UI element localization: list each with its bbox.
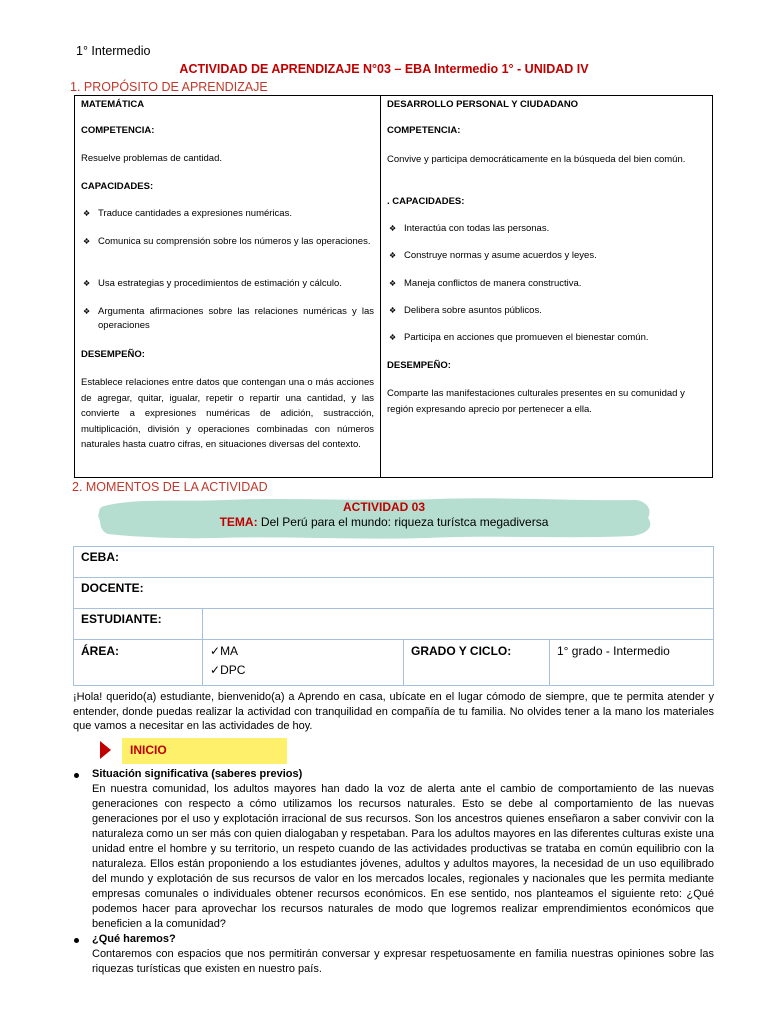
area-value-item: ✓MA <box>210 644 239 658</box>
tema-label: TEMA: <box>219 515 258 529</box>
desempeno-text: Comparte las manifestaciones culturales presentes en su comunidad y región expresando aprecio por pertenecer a ella. <box>387 388 685 415</box>
area-title: MATEMÁTICA <box>81 99 145 110</box>
area-values <box>203 640 404 686</box>
area-label: ÁREA: <box>74 640 203 686</box>
docente-label: DOCENTE: <box>74 578 714 609</box>
capacidad-item: ❖ Construye normas y asume acuerdos y leyes. <box>387 249 706 263</box>
activity-label: ACTIVIDAD 03 <box>342 500 425 514</box>
section-heading-moments: 2. MOMENTOS DE LA ACTIVIDAD <box>72 480 268 494</box>
purpose-column-dpc <box>381 96 712 477</box>
haremos-heading: ¿Qué haremos? <box>92 933 176 945</box>
desempeno-label: DESEMPEÑO: <box>81 349 145 360</box>
inicio-arrow-icon <box>100 741 111 759</box>
area-title: DESARROLLO PERSONAL Y CIUDADANO <box>387 99 579 110</box>
bullet-icon <box>74 938 79 943</box>
competencia-label: COMPETENCIA: <box>81 125 155 136</box>
tema-text: Del Perú para el mundo: riqueza turístca megadiversa <box>260 515 549 529</box>
grado-label: GRADO Y CICLO: <box>404 640 550 686</box>
capacidad-item: ❖ Participa en acciones que promueven el bienestar común. <box>387 331 706 345</box>
purpose-column-math <box>75 96 381 477</box>
estudiante-label: ESTUDIANTE: <box>74 609 203 640</box>
capacidad-item: ❖ Traduce cantidades a expresiones numéricas. <box>81 207 374 221</box>
student-info-table <box>73 546 714 686</box>
checkmark-icon: ✓ <box>210 644 221 658</box>
haremos-paragraph: Contaremos con espacios que nos permitirán conversar y expresar respetuosamente en familia nuestras opiniones sobre las riquezas turísticas que existen en nuestro país. <box>92 948 714 975</box>
estudiante-field <box>203 609 714 640</box>
section-heading-purpose: 1. PROPÓSITO DE APRENDIZAJE <box>70 80 268 94</box>
purpose-table <box>74 95 713 478</box>
situacion-paragraph: En nuestra comunidad, los adultos mayores han dado la voz de alerta ante el cambio de comportamiento de las nuevas generaciones con respecto a cómo utilizamos los recursos naturales. Esto se debe al comportamiento de las nuevas generaciones por el uso y explotación irracional de sus recursos. Son los ancestros quienes enseñaron a saber convivir con la naturaleza como un ser más con quien dialogaban y respetaban. Para los adultos mayores en las diferentes culturas existe una unidad entre el hombre y su territorio, un respeto cuando de las actividades productivas se trataba en común equilibrio con la naturaleza. Ellos están proponiendo a los estudiantes jóvenes, adultos y adultos mayores, la necesidad de un uso equilibrado del mundo y explotación de sus recursos de valor en los mercados locales, regionales y nacionales que les permita mediante empresas comunales o individuales obtener recursos económicos. En ese sentido, nos planteamos el siguiente reto: ¿Qué podemos hacer para aprovechar los recursos naturales de modo que logremos realizar emprendimientos económicos que beneficien a la comunidad? <box>92 783 714 930</box>
ceba-label: CEBA: <box>74 547 714 578</box>
grado-value: 1° grado - Intermedio <box>550 640 714 686</box>
inicio-label: INICIO <box>130 743 167 757</box>
competencia-label: COMPETENCIA: <box>387 125 461 136</box>
desempeno-text: Establece relaciones entre datos que contengan una o más acciones de agregar, quitar, igualar, repetir o repartir una cantidad, y las convierte a expresiones numéricas de adición, sustracción, multiplicación, división y operaciones combinadas con números naturales hasta cuatro cifras, en situaciones diversas del contexto. <box>81 377 374 450</box>
intro-paragraph: ¡Hola! querido(a) estudiante, bienvenido(a) a Aprendo en casa, ubícate en el lugar cómodo de siempre, que te permita atender y entender, donde puedas realizar la actividad con tranquilidad en compañía de tu familia. No olvides tener a la mano los materiales que vamos a necesitar en las actividades de hoy. <box>73 691 714 732</box>
capacidad-item: ❖ Argumenta afirmaciones sobre las relaciones numéricas y las operaciones <box>81 305 374 333</box>
capacidades-label: CAPACIDADES: <box>81 181 154 192</box>
competencia-text: Convive y participa democráticamente en la búsqueda del bien común. <box>387 154 686 165</box>
capacidad-item: ❖ Comunica su comprensión sobre los números y las operaciones. <box>81 235 374 249</box>
activity-theme <box>0 515 768 529</box>
desempeno-label: DESEMPEÑO: <box>387 360 451 371</box>
capacidades-label: . CAPACIDADES: <box>387 196 465 207</box>
area-value-item: ✓DPC <box>210 663 246 677</box>
situacion-heading: Situación significativa (saberes previos) <box>92 768 303 780</box>
capacidad-item: ❖ Interactúa con todas las personas. <box>387 222 706 236</box>
checkmark-icon: ✓ <box>210 663 221 677</box>
competencia-text: Resuelve problemas de cantidad. <box>81 153 223 164</box>
level-label: 1° Intermedio <box>76 44 151 58</box>
capacidad-item: ❖ Maneja conflictos de manera constructiva. <box>387 277 706 291</box>
capacidad-item: ❖ Usa estrategias y procedimientos de estimación y cálculo. <box>81 277 374 291</box>
capacidad-item: ❖ Delibera sobre asuntos públicos. <box>387 304 706 318</box>
bullet-icon <box>74 773 79 778</box>
document-title: ACTIVIDAD DE APRENDIZAJE N°03 – EBA Intermedio 1° - UNIDAD IV <box>179 62 589 76</box>
